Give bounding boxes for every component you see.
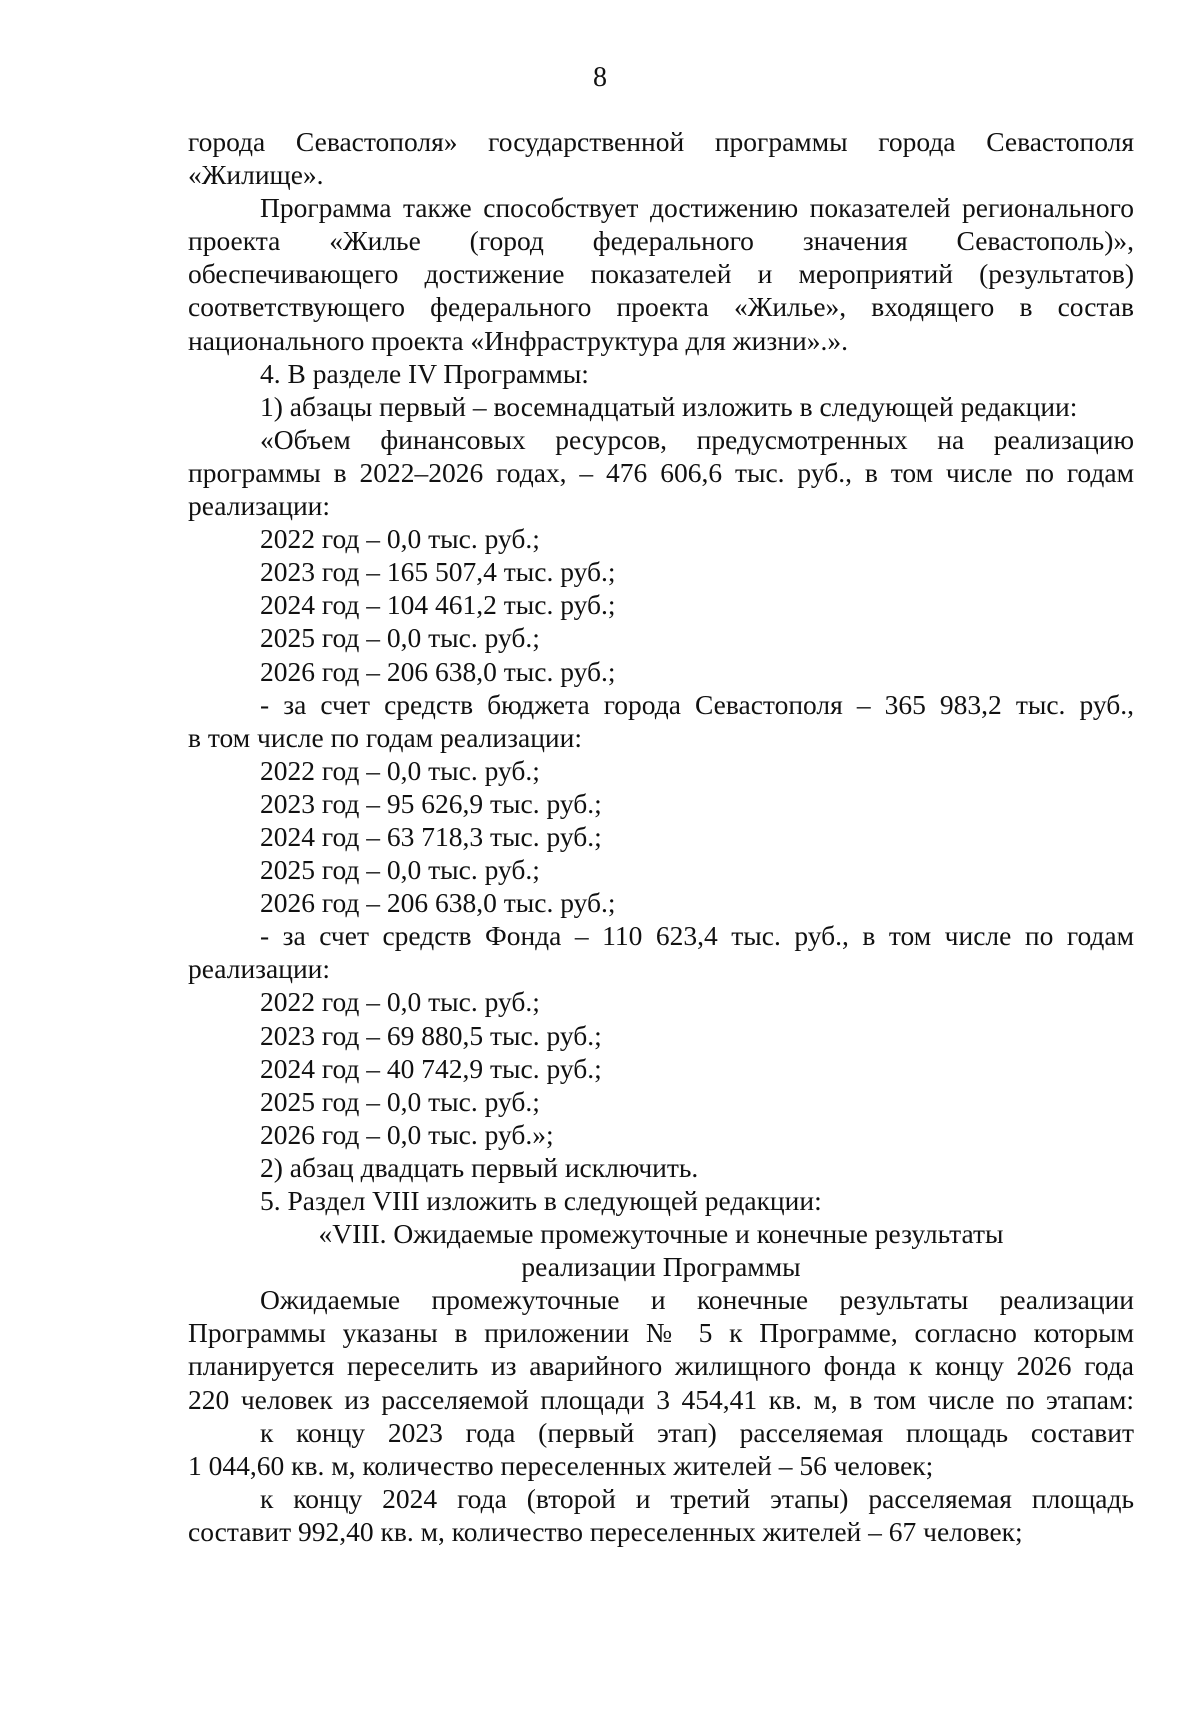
text-line: 2023 год – 69 880,5 тыс. руб.; <box>260 1019 602 1051</box>
page-number: 8 <box>593 62 607 93</box>
text-line: реализации: <box>188 953 331 985</box>
text-line: Программа также способствует достижению показателей регионального <box>260 192 1134 224</box>
text-line: «VIII. Ожидаемые промежуточные и конечные результаты <box>318 1218 1004 1250</box>
text-line: программы в 2022–2026 годах, – 476 606,6 тыс. руб., в том числе по годам <box>188 456 1134 488</box>
text-line: 220 человек из расселяемой площади 3 454,41 кв. м, в том числе по этапам: <box>188 1383 1134 1415</box>
text-line: к концу 2024 года (второй и третий этапы) расселяемая площадь <box>260 1482 1134 1514</box>
text-line: составит 992,40 кв. м, количество переселенных жителей – 67 человек; <box>188 1515 1023 1547</box>
text-line: реализации Программы <box>521 1251 801 1283</box>
text-line: обеспечивающего достижение показателей и мероприятий (результатов) <box>188 258 1134 290</box>
text-line: 2025 год – 0,0 тыс. руб.; <box>260 622 540 654</box>
text-line: проекта «Жилье (город федерального значения Севастополь)», <box>188 225 1134 257</box>
text-line: 5. Раздел VIII изложить в следующей редакции: <box>260 1185 822 1216</box>
text-line: 2022 год – 0,0 тыс. руб.; <box>260 754 540 786</box>
text-line: - за счет средств Фонда – 110 623,4 тыс. руб., в том числе по годам <box>260 920 1134 952</box>
text-line: 2023 год – 165 507,4 тыс. руб.; <box>260 556 616 588</box>
text-line: 2023 год – 95 626,9 тыс. руб.; <box>260 787 602 819</box>
text-line: соответствующего федерального проекта «Жилье», входящего в состав <box>188 291 1134 323</box>
text-line: 4. В разделе IV Программы: <box>260 357 589 389</box>
text-line: Программы указаны в приложении № 5 к Программе, согласно которым <box>188 1317 1134 1349</box>
text-line: 2022 год – 0,0 тыс. руб.; <box>260 523 540 555</box>
text-line: 2022 год – 0,0 тыс. руб.; <box>260 986 540 1018</box>
text-line: города Севастополя» государственной программы города Севастополя <box>188 126 1134 157</box>
text-line: к концу 2023 года (первый этап) расселяемая площадь составит <box>260 1416 1134 1448</box>
text-line: 1) абзацы первый – восемнадцатый изложить в следующей редакции: <box>260 390 1078 422</box>
text-line: 2025 год – 0,0 тыс. руб.; <box>260 1085 540 1117</box>
text-line: 2026 год – 206 638,0 тыс. руб.; <box>260 887 616 919</box>
text-line: в том числе по годам реализации: <box>188 721 582 753</box>
text-line: планируется переселить из аварийного жилищного фонда к концу 2026 года <box>188 1350 1134 1382</box>
text-line: 2024 год – 63 718,3 тыс. руб.; <box>260 820 602 852</box>
text-line: Ожидаемые промежуточные и конечные результаты реализации <box>260 1284 1134 1316</box>
text-line: реализации: <box>188 490 331 522</box>
text-line: 2) абзац двадцать первый исключить. <box>260 1151 699 1183</box>
text-line: 2025 год – 0,0 тыс. руб.; <box>260 854 540 886</box>
text-line: 2026 год – 206 638,0 тыс. руб.; <box>260 655 616 687</box>
text-line: 2024 год – 40 742,9 тыс. руб.; <box>260 1052 602 1084</box>
document-body <box>188 125 1134 1548</box>
text-line: национального проекта «Инфраструктура для жизни».». <box>188 324 848 356</box>
text-line: - за счет средств бюджета города Севастополя – 365 983,2 тыс. руб., <box>260 688 1134 720</box>
text-line: 2026 год – 0,0 тыс. руб.»; <box>260 1118 554 1150</box>
text-line: 1 044,60 кв. м, количество переселенных жителей – 56 человек; <box>188 1449 934 1481</box>
text-line: «Жилище». <box>188 159 324 191</box>
text-line: 2024 год – 104 461,2 тыс. руб.; <box>260 589 616 621</box>
text-line: «Объем финансовых ресурсов, предусмотренных на реализацию <box>260 423 1134 455</box>
